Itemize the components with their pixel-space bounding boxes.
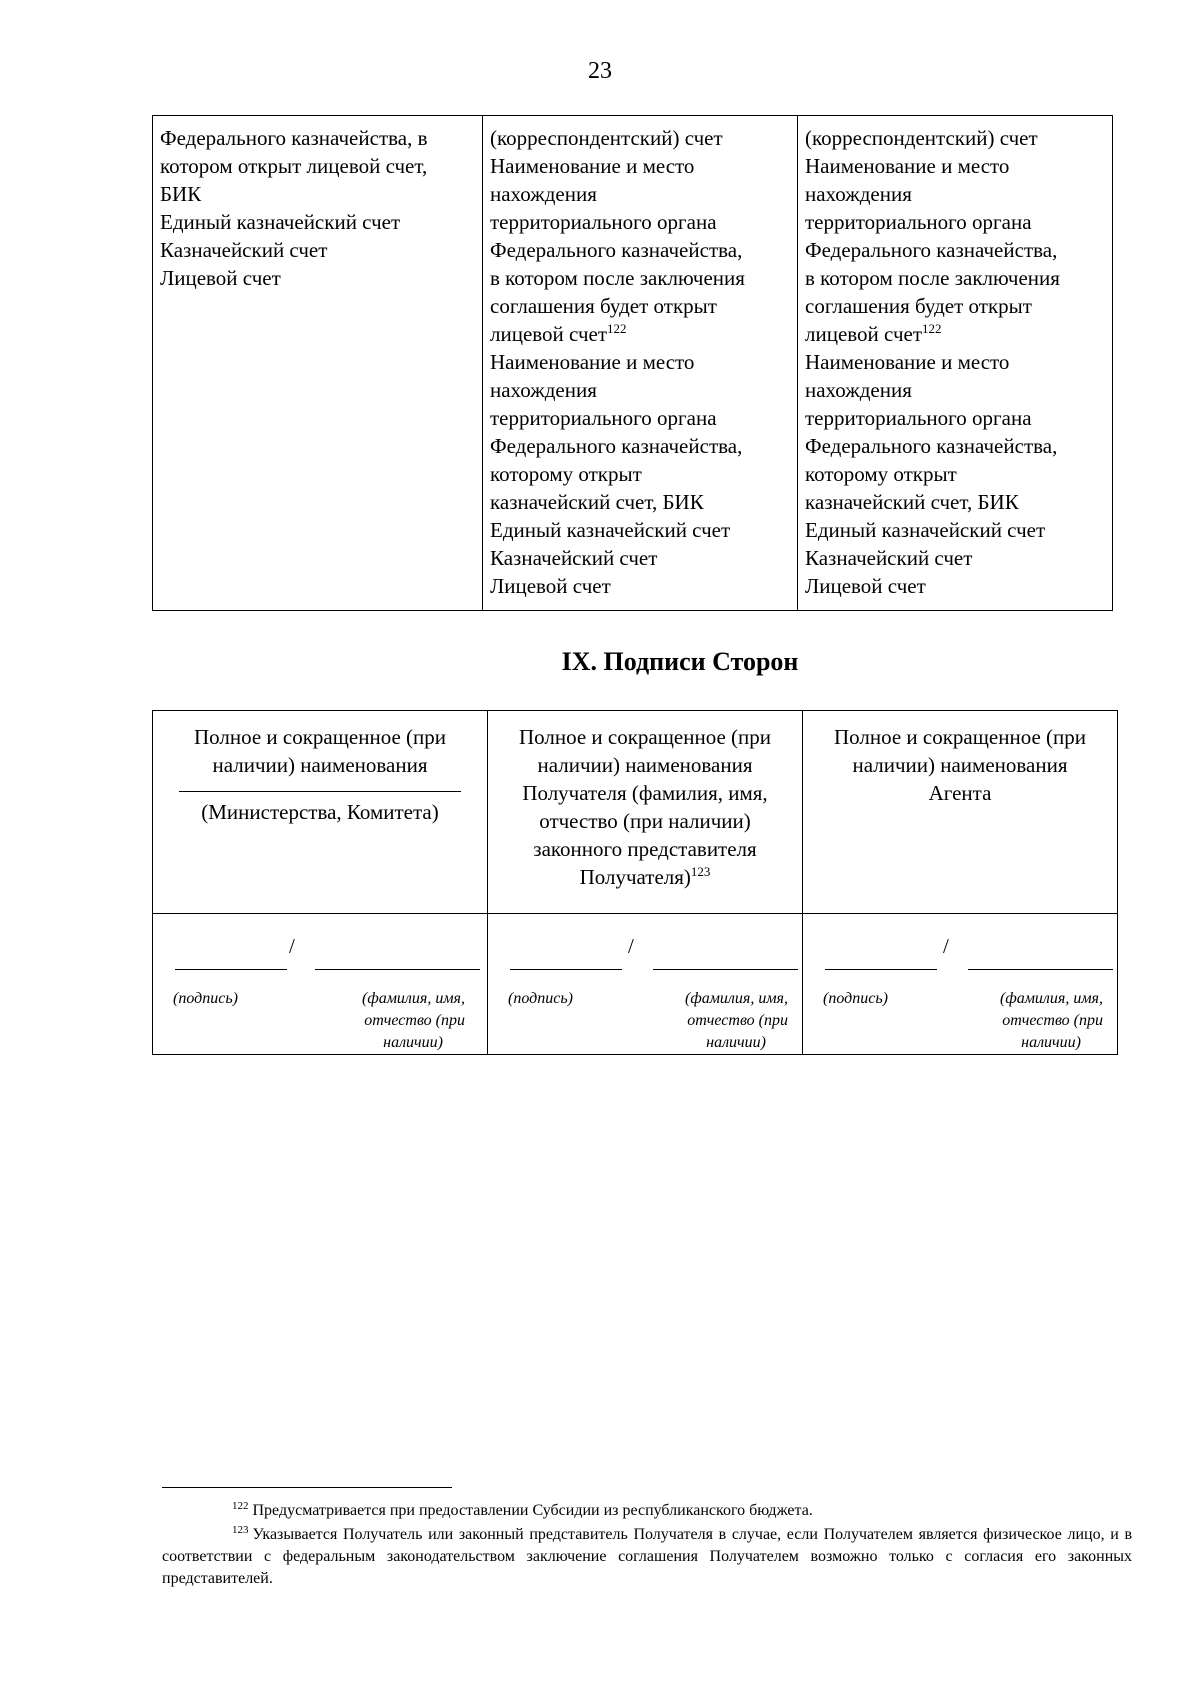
text-line: Наименование и место — [490, 154, 695, 178]
text-line: территориального органа — [805, 210, 1032, 234]
text-line: Наименование и место — [805, 154, 1010, 178]
footnote-122 — [162, 1500, 1132, 1522]
text-line: соглашения будет открыт — [490, 294, 717, 318]
text-line: которому открыт — [490, 462, 642, 486]
bank-details-cell-1 — [153, 116, 483, 611]
signature-caption: (подпись) — [508, 990, 573, 1007]
text-line — [805, 320, 1106, 348]
footnote-ref: 122 — [607, 321, 627, 336]
text-line: Наименование и место — [805, 350, 1010, 374]
separator-slash: / — [628, 934, 634, 958]
text-line: Единый казначейский счет — [160, 210, 401, 234]
signature-caption: (подпись) — [823, 990, 888, 1007]
text-line: (фамилия, имя, — [1000, 990, 1103, 1007]
party-ministry-header — [153, 711, 488, 914]
party-agent-header — [803, 711, 1118, 914]
table-row — [153, 116, 1113, 611]
text-line: отчество (при — [1002, 1012, 1103, 1029]
footnote-text: Предусматривается при предоставлении Субсидии из республиканского бюджета. — [252, 1502, 813, 1519]
name-line — [653, 969, 798, 970]
name-underline — [179, 791, 461, 792]
bank-details-table — [152, 115, 1113, 611]
text-line: котором открыт лицевой счет, — [160, 154, 428, 178]
signature-block-agent — [803, 914, 1118, 1055]
name-line — [968, 969, 1113, 970]
name-line — [315, 969, 480, 970]
text-line: Лицевой счет — [490, 574, 611, 598]
text-line: территориального органа — [805, 406, 1032, 430]
text-line: нахождения — [490, 378, 597, 402]
text-line: отчество (при — [364, 1012, 465, 1029]
name-caption — [1000, 988, 1103, 1054]
text-line: законного представителя — [533, 837, 757, 861]
table-row — [153, 711, 1118, 914]
footnote-separator — [162, 1487, 452, 1488]
footnote-mark: 123 — [232, 1524, 249, 1536]
text-line: Полное и сокращенное (при — [193, 725, 447, 749]
text-line: Казначейский счет — [160, 238, 328, 262]
table-row — [153, 914, 1118, 1055]
text-line: Лицевой счет — [805, 574, 926, 598]
party-recipient-header — [488, 711, 803, 914]
footnote-123 — [162, 1524, 1132, 1590]
text-fragment: лицевой счет — [805, 322, 922, 346]
name-caption — [685, 988, 788, 1054]
text-line: (фамилия, имя, — [362, 990, 465, 1007]
separator-slash: / — [943, 934, 949, 958]
text-line: наличии) — [383, 1034, 443, 1051]
page-number: 23 — [588, 58, 612, 84]
text-line: (фамилия, имя, — [685, 990, 788, 1007]
text-line — [488, 863, 802, 891]
text-fragment: лицевой счет — [490, 322, 607, 346]
text-line: в котором после заключения — [490, 266, 745, 290]
text-line: казначейский счет, БИК — [490, 490, 704, 514]
signature-caption: (подпись) — [173, 990, 238, 1007]
footnote-mark: 122 — [232, 1500, 249, 1512]
text-line: территориального органа — [490, 406, 717, 430]
text-line: наличии) — [706, 1034, 766, 1051]
signature-line — [825, 969, 937, 970]
text-line: Федерального казначейства, — [805, 238, 1058, 262]
signature-line — [175, 969, 287, 970]
footnote-ref: 123 — [690, 864, 711, 879]
separator-slash: / — [289, 934, 295, 958]
text-line: Полное и сокращенное (при — [833, 725, 1087, 749]
text-line: Получателя (фамилия, имя, — [522, 781, 768, 805]
text-line: (корреспондентский) счет — [490, 126, 723, 150]
text-line: Агента — [928, 781, 992, 805]
bank-details-cell-2 — [483, 116, 798, 611]
text-line: БИК — [160, 182, 202, 206]
text-line: наличии) — [1021, 1034, 1081, 1051]
text-line: (корреспондентский) счет — [805, 126, 1038, 150]
name-caption — [362, 988, 465, 1054]
text-line: которому открыт — [805, 462, 957, 486]
text-line: отчество (при наличии) — [539, 809, 751, 833]
text-line: Лицевой счет — [160, 266, 281, 290]
text-line: нахождения — [490, 182, 597, 206]
text-line: Наименование и место — [490, 350, 695, 374]
text-line: отчество (при — [687, 1012, 788, 1029]
text-line: нахождения — [805, 378, 912, 402]
text-line: казначейский счет, БИК — [805, 490, 1019, 514]
text-line — [490, 320, 791, 348]
signature-block-recipient — [488, 914, 803, 1055]
signature-line — [510, 969, 622, 970]
text-line: Единый казначейский счет — [805, 518, 1046, 542]
text-line: Казначейский счет — [805, 546, 973, 570]
text-line: наличии) наименования — [212, 753, 428, 777]
text-line: Федерального казначейства, — [490, 434, 743, 458]
text-line: нахождения — [805, 182, 912, 206]
text-line: территориального органа — [490, 210, 717, 234]
text-line: Федерального казначейства, — [490, 238, 743, 262]
signatures-table — [152, 710, 1118, 1055]
text-line: Полное и сокращенное (при — [518, 725, 772, 749]
text-line: (Министерства, Комитета) — [201, 800, 439, 824]
section-title: IX. Подписи Сторон — [561, 647, 799, 676]
text-line: Федерального казначейства, — [805, 434, 1058, 458]
text-line: соглашения будет открыт — [805, 294, 1032, 318]
footnote-ref: 122 — [922, 321, 942, 336]
text-line: в котором после заключения — [805, 266, 1060, 290]
footnote-text: Указывается Получатель или законный представитель Получателя в случае, если Получателем является физическое лицо, и в соответствии с федеральным законодательством заключение соглашения Получателем возможно только с согласия его законных представителей. — [162, 1526, 1132, 1587]
bank-details-cell-3 — [798, 116, 1113, 611]
text-fragment: Получателя) — [579, 865, 691, 889]
text-line: наличии) наименования — [852, 753, 1068, 777]
text-line: Казначейский счет — [490, 546, 658, 570]
text-line: Федерального казначейства, в — [160, 126, 428, 150]
text-line: Единый казначейский счет — [490, 518, 731, 542]
text-line: наличии) наименования — [537, 753, 753, 777]
signature-block-ministry — [153, 914, 488, 1055]
